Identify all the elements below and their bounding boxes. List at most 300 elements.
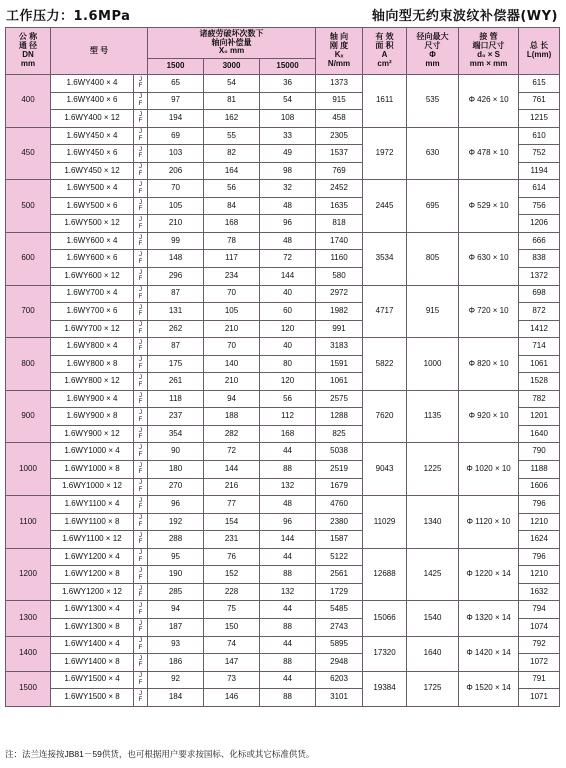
length-cell: 1632 <box>519 583 560 601</box>
table-row <box>6 180 560 198</box>
mark-j: J <box>139 269 142 276</box>
table-row <box>6 496 560 514</box>
fatigue-3000-cell: 210 <box>204 320 260 338</box>
mark-f: F <box>138 416 143 423</box>
mark-j: J <box>139 550 142 557</box>
jf-mark <box>134 338 148 356</box>
model-cell: 1.6WY1400 × 8 <box>51 654 134 672</box>
dn-cell: 450 <box>6 127 51 180</box>
area-cell: 15066 <box>363 601 407 636</box>
mark-f: F <box>138 346 143 353</box>
fatigue-3000-cell: 150 <box>204 618 260 636</box>
length-cell: 1372 <box>519 268 560 286</box>
area-cell: 19384 <box>363 671 407 706</box>
mark-j: J <box>139 567 142 574</box>
fatigue-3000-cell: 70 <box>204 338 260 356</box>
mark-f: F <box>138 135 143 142</box>
mark-j: J <box>139 76 142 83</box>
stiffness-cell: 5485 <box>316 601 363 619</box>
model-cell: 1.6WY600 × 4 <box>51 232 134 250</box>
length-cell: 791 <box>519 671 560 689</box>
model-cell: 1.6WY450 × 6 <box>51 145 134 163</box>
mark-f: F <box>138 679 143 686</box>
model-cell: 1.6WY400 × 4 <box>51 75 134 93</box>
mark-f: F <box>138 504 143 511</box>
fatigue-15000-cell: 98 <box>260 162 316 180</box>
model-cell: 1.6WY400 × 6 <box>51 92 134 110</box>
pipe-cell: Φ 820 × 10 <box>459 338 519 391</box>
fatigue-3000-cell: 82 <box>204 145 260 163</box>
fatigue-3000-cell: 84 <box>204 197 260 215</box>
fatigue-15000-cell: 88 <box>260 566 316 584</box>
mark-f: F <box>138 206 143 213</box>
fatigue-15000-cell: 96 <box>260 215 316 233</box>
fatigue-15000-cell: 54 <box>260 92 316 110</box>
jf-mark <box>134 303 148 321</box>
stiffness-cell: 1288 <box>316 408 363 426</box>
mark-j: J <box>139 164 142 171</box>
model-cell: 1.6WY1400 × 4 <box>51 636 134 654</box>
fatigue-3000-cell: 55 <box>204 127 260 145</box>
fatigue-15000-cell: 144 <box>260 268 316 286</box>
length-cell: 752 <box>519 145 560 163</box>
mark-j: J <box>139 620 142 627</box>
mark-f: F <box>138 557 143 564</box>
table-row <box>6 671 560 689</box>
fatigue-1500-cell: 87 <box>148 338 204 356</box>
fatigue-15000-cell: 44 <box>260 601 316 619</box>
mark-j: J <box>139 234 142 241</box>
jf-mark <box>134 75 148 93</box>
stiffness-cell: 2948 <box>316 654 363 672</box>
fatigue-1500-cell: 187 <box>148 618 204 636</box>
jf-mark <box>134 513 148 531</box>
col-header-1500: 1500 <box>148 59 204 75</box>
diameter-cell: 805 <box>407 232 459 285</box>
mark-f: F <box>138 434 143 441</box>
stiffness-cell: 769 <box>316 162 363 180</box>
diameter-cell: 1425 <box>407 548 459 601</box>
fatigue-3000-cell: 154 <box>204 513 260 531</box>
col-header-model: 型 号 <box>51 28 148 75</box>
stiffness-cell: 3101 <box>316 689 363 707</box>
length-cell: 1061 <box>519 355 560 373</box>
fatigue-15000-cell: 88 <box>260 689 316 707</box>
mark-f: F <box>138 293 143 300</box>
mark-f: F <box>138 609 143 616</box>
model-cell: 1.6WY600 × 6 <box>51 250 134 268</box>
mark-f: F <box>138 399 143 406</box>
fatigue-1500-cell: 190 <box>148 566 204 584</box>
fatigue-1500-cell: 103 <box>148 145 204 163</box>
mark-j: J <box>139 357 142 364</box>
pipe-cell: Φ 920 × 10 <box>459 390 519 443</box>
stiffness-cell: 2972 <box>316 285 363 303</box>
fatigue-3000-cell: 73 <box>204 671 260 689</box>
fatigue-15000-cell: 132 <box>260 583 316 601</box>
diameter-cell: 1725 <box>407 671 459 706</box>
fatigue-3000-cell: 77 <box>204 496 260 514</box>
jf-mark <box>134 268 148 286</box>
mark-f: F <box>138 486 143 493</box>
mark-f: F <box>138 381 143 388</box>
col-header-diameter: 径向最大 尺寸 Φ mm <box>407 28 459 75</box>
diameter-cell: 915 <box>407 285 459 338</box>
fatigue-1500-cell: 180 <box>148 461 204 479</box>
mark-f: F <box>138 258 143 265</box>
stiffness-cell: 1061 <box>316 373 363 391</box>
dn-cell: 900 <box>6 390 51 443</box>
fatigue-1500-cell: 270 <box>148 478 204 496</box>
fatigue-1500-cell: 99 <box>148 232 204 250</box>
fatigue-3000-cell: 56 <box>204 180 260 198</box>
model-cell: 1.6WY800 × 4 <box>51 338 134 356</box>
fatigue-3000-cell: 94 <box>204 390 260 408</box>
length-cell: 756 <box>519 197 560 215</box>
jf-mark <box>134 671 148 689</box>
stiffness-cell: 2305 <box>316 127 363 145</box>
fatigue-15000-cell: 33 <box>260 127 316 145</box>
jf-mark <box>134 390 148 408</box>
model-cell: 1.6WY1300 × 8 <box>51 618 134 636</box>
length-cell: 610 <box>519 127 560 145</box>
length-cell: 1528 <box>519 373 560 391</box>
fatigue-3000-cell: 105 <box>204 303 260 321</box>
fatigue-1500-cell: 237 <box>148 408 204 426</box>
fatigue-3000-cell: 216 <box>204 478 260 496</box>
area-cell: 3534 <box>363 232 407 285</box>
area-cell: 1611 <box>363 75 407 128</box>
fatigue-3000-cell: 146 <box>204 689 260 707</box>
area-cell: 5822 <box>363 338 407 391</box>
area-cell: 7620 <box>363 390 407 443</box>
fatigue-1500-cell: 93 <box>148 636 204 654</box>
dn-cell: 1000 <box>6 443 51 496</box>
mark-f: F <box>138 364 143 371</box>
page-title: 轴向型无约束波纹补偿器(WY) <box>371 9 558 24</box>
mark-j: J <box>139 410 142 417</box>
fatigue-3000-cell: 144 <box>204 461 260 479</box>
fatigue-15000-cell: 49 <box>260 145 316 163</box>
jf-mark <box>134 548 148 566</box>
diameter-cell: 1340 <box>407 496 459 549</box>
model-cell: 1.6WY600 × 12 <box>51 268 134 286</box>
dn-cell: 1400 <box>6 636 51 671</box>
mark-j: J <box>139 94 142 101</box>
mark-f: F <box>138 311 143 318</box>
mark-f: F <box>138 521 143 528</box>
model-cell: 1.6WY1300 × 4 <box>51 601 134 619</box>
mark-f: F <box>138 539 143 546</box>
jf-mark <box>134 601 148 619</box>
table-row <box>6 338 560 356</box>
fatigue-15000-cell: 44 <box>260 636 316 654</box>
fatigue-15000-cell: 48 <box>260 496 316 514</box>
stiffness-cell: 5122 <box>316 548 363 566</box>
mark-j: J <box>139 655 142 662</box>
fatigue-1500-cell: 105 <box>148 197 204 215</box>
mark-f: F <box>138 171 143 177</box>
mark-f: F <box>138 153 143 160</box>
fatigue-1500-cell: 186 <box>148 654 204 672</box>
mark-j: J <box>139 603 142 610</box>
area-cell: 12688 <box>363 548 407 601</box>
fatigue-3000-cell: 147 <box>204 654 260 672</box>
area-cell: 2445 <box>363 180 407 233</box>
col-header-pipe: 接 管 端口尺寸 d₀ × S mm × mm <box>459 28 519 75</box>
stiffness-cell: 1679 <box>316 478 363 496</box>
length-cell: 790 <box>519 443 560 461</box>
jf-mark <box>134 654 148 672</box>
length-cell: 782 <box>519 390 560 408</box>
col-header-stiffness: 轴 向 刚 度 Kₓ N/mm <box>316 28 363 75</box>
length-cell: 1074 <box>519 618 560 636</box>
fatigue-15000-cell: 32 <box>260 180 316 198</box>
dn-cell: 1200 <box>6 548 51 601</box>
length-cell: 792 <box>519 636 560 654</box>
model-cell: 1.6WY450 × 12 <box>51 162 134 180</box>
dn-cell: 1500 <box>6 671 51 706</box>
model-cell: 1.6WY1100 × 8 <box>51 513 134 531</box>
mark-j: J <box>139 392 142 399</box>
jf-mark <box>134 636 148 654</box>
model-cell: 1.6WY1200 × 12 <box>51 583 134 601</box>
mark-j: J <box>139 252 142 259</box>
length-cell: 796 <box>519 548 560 566</box>
table-row <box>6 285 560 303</box>
fatigue-1500-cell: 184 <box>148 689 204 707</box>
length-cell: 1210 <box>519 566 560 584</box>
fatigue-1500-cell: 210 <box>148 215 204 233</box>
jf-mark <box>134 618 148 636</box>
stiffness-cell: 2561 <box>316 566 363 584</box>
stiffness-cell: 3183 <box>316 338 363 356</box>
jf-mark <box>134 215 148 233</box>
table-row <box>6 127 560 145</box>
model-cell: 1.6WY1000 × 4 <box>51 443 134 461</box>
stiffness-cell: 1160 <box>316 250 363 268</box>
model-cell: 1.6WY1000 × 12 <box>51 478 134 496</box>
stiffness-cell: 458 <box>316 110 363 128</box>
jf-mark <box>134 180 148 198</box>
model-cell: 1.6WY450 × 4 <box>51 127 134 145</box>
fatigue-3000-cell: 188 <box>204 408 260 426</box>
jf-mark <box>134 232 148 250</box>
length-cell: 794 <box>519 601 560 619</box>
length-cell: 1215 <box>519 110 560 128</box>
mark-j: J <box>139 427 142 434</box>
mark-f: F <box>138 451 143 458</box>
fatigue-15000-cell: 44 <box>260 443 316 461</box>
fatigue-3000-cell: 81 <box>204 92 260 110</box>
jf-mark <box>134 197 148 215</box>
jf-mark <box>134 355 148 373</box>
fatigue-3000-cell: 168 <box>204 215 260 233</box>
mark-f: F <box>138 697 143 704</box>
fatigue-15000-cell: 108 <box>260 110 316 128</box>
fatigue-3000-cell: 210 <box>204 373 260 391</box>
area-cell: 4717 <box>363 285 407 338</box>
diameter-cell: 535 <box>407 75 459 128</box>
jf-mark <box>134 373 148 391</box>
mark-j: J <box>139 181 142 188</box>
col-header-area: 有 效 面 积 A cm² <box>363 28 407 75</box>
fatigue-1500-cell: 92 <box>148 671 204 689</box>
mark-f: F <box>138 328 143 335</box>
stiffness-cell: 2519 <box>316 461 363 479</box>
length-cell: 1206 <box>519 215 560 233</box>
dn-cell: 400 <box>6 75 51 128</box>
mark-j: J <box>139 585 142 592</box>
fatigue-1500-cell: 175 <box>148 355 204 373</box>
model-cell: 1.6WY500 × 4 <box>51 180 134 198</box>
jf-mark <box>134 461 148 479</box>
jf-mark <box>134 320 148 338</box>
jf-mark <box>134 92 148 110</box>
fatigue-1500-cell: 96 <box>148 496 204 514</box>
fatigue-1500-cell: 288 <box>148 531 204 549</box>
dn-cell: 800 <box>6 338 51 391</box>
fatigue-1500-cell: 194 <box>148 110 204 128</box>
length-cell: 714 <box>519 338 560 356</box>
mark-f: F <box>138 118 143 125</box>
pipe-cell: Φ 1020 × 10 <box>459 443 519 496</box>
fatigue-3000-cell: 78 <box>204 232 260 250</box>
table-row <box>6 232 560 250</box>
col-header-dn: 公 称 通 径 DN mm <box>6 28 51 75</box>
mark-j: J <box>139 497 142 504</box>
fatigue-3000-cell: 231 <box>204 531 260 549</box>
mark-f: F <box>138 644 143 651</box>
model-cell: 1.6WY1500 × 4 <box>51 671 134 689</box>
pipe-cell: Φ 1320 × 14 <box>459 601 519 636</box>
stiffness-cell: 1587 <box>316 531 363 549</box>
fatigue-3000-cell: 72 <box>204 443 260 461</box>
dn-cell: 500 <box>6 180 51 233</box>
stiffness-cell: 1373 <box>316 75 363 93</box>
fatigue-1500-cell: 97 <box>148 92 204 110</box>
fatigue-3000-cell: 76 <box>204 548 260 566</box>
fatigue-3000-cell: 140 <box>204 355 260 373</box>
model-cell: 1.6WY1100 × 12 <box>51 531 134 549</box>
mark-f: F <box>138 100 143 107</box>
fatigue-3000-cell: 54 <box>204 75 260 93</box>
fatigue-15000-cell: 120 <box>260 373 316 391</box>
fatigue-15000-cell: 96 <box>260 513 316 531</box>
length-cell: 1412 <box>519 320 560 338</box>
jf-mark <box>134 408 148 426</box>
stiffness-cell: 1740 <box>316 232 363 250</box>
mark-j: J <box>139 199 142 206</box>
pipe-cell: Φ 529 × 10 <box>459 180 519 233</box>
fatigue-15000-cell: 72 <box>260 250 316 268</box>
length-cell: 872 <box>519 303 560 321</box>
model-cell: 1.6WY500 × 12 <box>51 215 134 233</box>
mark-f: F <box>138 223 143 230</box>
jf-mark <box>134 127 148 145</box>
fatigue-15000-cell: 88 <box>260 618 316 636</box>
diameter-cell: 1225 <box>407 443 459 496</box>
fatigue-1500-cell: 354 <box>148 425 204 443</box>
jf-mark <box>134 250 148 268</box>
fatigue-15000-cell: 44 <box>260 671 316 689</box>
mark-f: F <box>138 574 143 581</box>
fatigue-3000-cell: 152 <box>204 566 260 584</box>
mark-j: J <box>139 374 142 381</box>
length-cell: 1201 <box>519 408 560 426</box>
stiffness-cell: 1982 <box>316 303 363 321</box>
length-cell: 615 <box>519 75 560 93</box>
fatigue-15000-cell: 132 <box>260 478 316 496</box>
model-cell: 1.6WY1200 × 4 <box>51 548 134 566</box>
jf-mark <box>134 145 148 163</box>
mark-j: J <box>139 217 142 224</box>
mark-f: F <box>138 592 143 599</box>
fatigue-15000-cell: 112 <box>260 408 316 426</box>
model-cell: 1.6WY800 × 12 <box>51 373 134 391</box>
col-header-15000: 15000 <box>260 59 316 75</box>
stiffness-cell: 4760 <box>316 496 363 514</box>
jf-mark <box>134 110 148 128</box>
fatigue-3000-cell: 75 <box>204 601 260 619</box>
pipe-cell: Φ 1220 × 14 <box>459 548 519 601</box>
fatigue-15000-cell: 144 <box>260 531 316 549</box>
stiffness-cell: 6203 <box>316 671 363 689</box>
mark-f: F <box>138 276 143 283</box>
stiffness-cell: 2743 <box>316 618 363 636</box>
diameter-cell: 1135 <box>407 390 459 443</box>
pipe-cell: Φ 1520 × 14 <box>459 671 519 706</box>
model-cell: 1.6WY900 × 4 <box>51 390 134 408</box>
jf-mark <box>134 583 148 601</box>
dn-cell: 600 <box>6 232 51 285</box>
mark-j: J <box>139 445 142 452</box>
mark-j: J <box>139 322 142 329</box>
fatigue-3000-cell: 162 <box>204 110 260 128</box>
area-cell: 11029 <box>363 496 407 549</box>
jf-mark <box>134 425 148 443</box>
stiffness-cell: 5038 <box>316 443 363 461</box>
spec-table-body <box>6 75 560 707</box>
mark-j: J <box>139 515 142 522</box>
fatigue-15000-cell: 168 <box>260 425 316 443</box>
length-cell: 1624 <box>519 531 560 549</box>
pipe-cell: Φ 478 × 10 <box>459 127 519 180</box>
length-cell: 1640 <box>519 425 560 443</box>
fatigue-3000-cell: 70 <box>204 285 260 303</box>
fatigue-1500-cell: 90 <box>148 443 204 461</box>
mark-j: J <box>139 638 142 645</box>
fatigue-15000-cell: 88 <box>260 654 316 672</box>
area-cell: 1972 <box>363 127 407 180</box>
fatigue-1500-cell: 296 <box>148 268 204 286</box>
fatigue-3000-cell: 164 <box>204 162 260 180</box>
length-cell: 698 <box>519 285 560 303</box>
length-cell: 796 <box>519 496 560 514</box>
stiffness-cell: 1537 <box>316 145 363 163</box>
model-cell: 1.6WY700 × 4 <box>51 285 134 303</box>
fatigue-1500-cell: 118 <box>148 390 204 408</box>
fatigue-1500-cell: 95 <box>148 548 204 566</box>
length-cell: 1072 <box>519 654 560 672</box>
mark-j: J <box>139 146 142 153</box>
jf-mark <box>134 566 148 584</box>
fatigue-15000-cell: 80 <box>260 355 316 373</box>
mark-j: J <box>139 480 142 487</box>
diameter-cell: 1640 <box>407 636 459 671</box>
col-header-fatigue: 诸疲劳破坏次数下 轴向补偿量 X₀ mm <box>148 28 316 59</box>
col-header-length: 总 长 L(mm) <box>519 28 560 75</box>
